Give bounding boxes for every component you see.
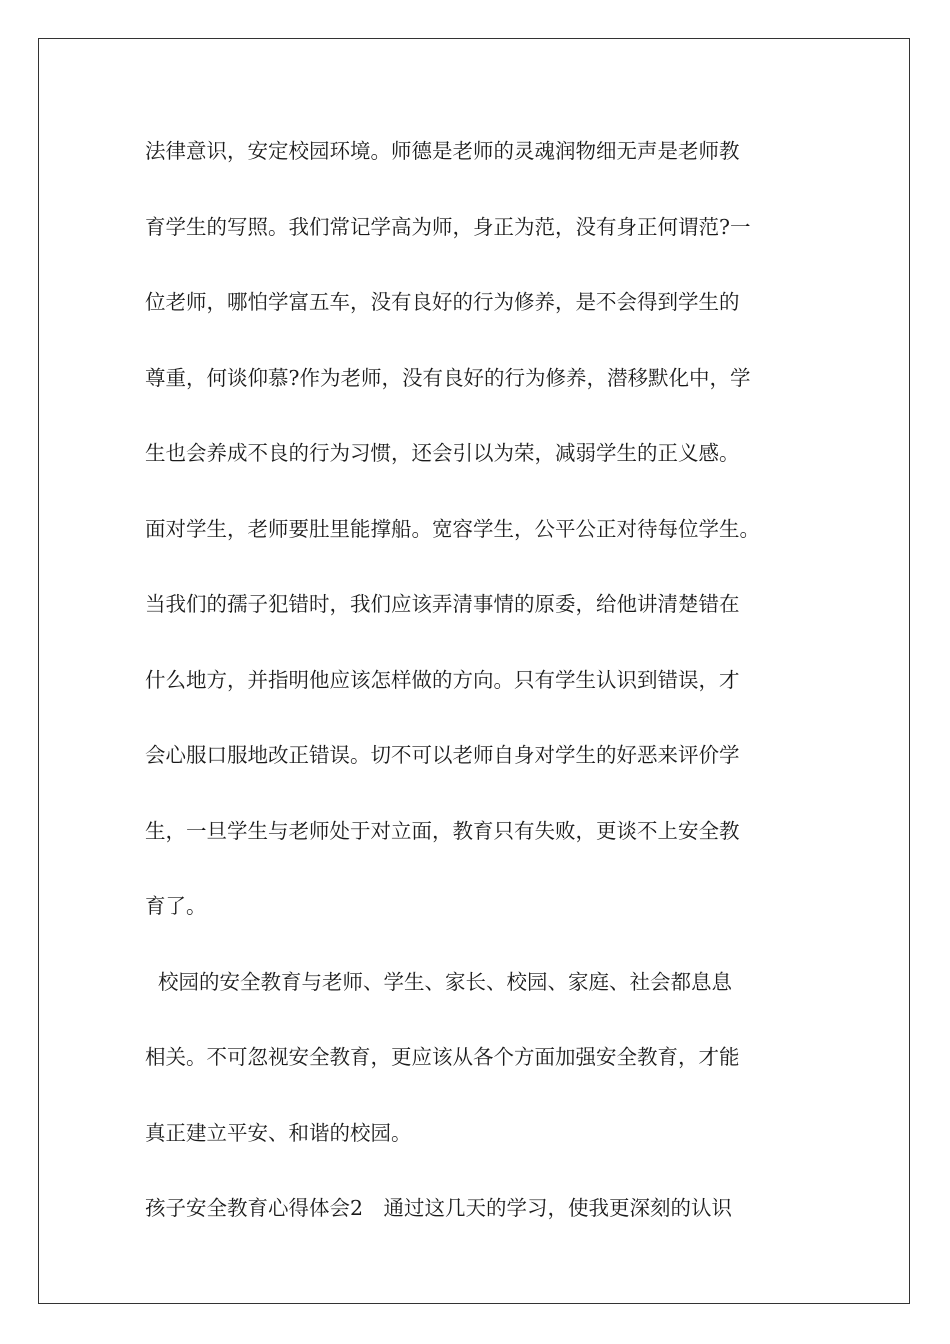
text-line: 孩子安全教育心得体会2 通过这几天的学习，使我更深刻的认识 <box>145 1196 733 1220</box>
document-body <box>145 131 815 1264</box>
text-line: 会心服口服地改正错误。切不可以老师自身对学生的好恶来评价学 <box>145 743 740 767</box>
text-line: 生，一旦学生与老师处于对立面，教育只有失败，更谈不上安全教 <box>145 818 740 843</box>
text-line: 位老师，哪怕学富五车，没有良好的行为修养，是不会得到学生的 <box>145 290 740 314</box>
text-line: 校园的安全教育与老师、学生、家长、校园、家庭、社会都息息 <box>145 969 733 994</box>
text-line: 法律意识，安定校园环境。师德是老师的灵魂润物细无声是老师教 <box>145 139 740 163</box>
text-line: 育学生的写照。我们常记学高为师，身正为范，没有身正何谓范?一 <box>145 214 751 239</box>
text-line: 面对学生，老师要肚里能撑船。宽容学生，公平公正对待每位学生。 <box>145 516 760 541</box>
text-line: 尊重，何谈仰慕?作为老师，没有良好的行为修养，潜移默化中，学 <box>145 365 751 390</box>
text-line: 相关。不可忽视安全教育，更应该从各个方面加强安全教育，才能 <box>145 1045 740 1069</box>
text-line: 什么地方，并指明他应该怎样做的方向。只有学生认识到错误，才 <box>145 667 740 692</box>
text-line: 育了。 <box>145 894 207 918</box>
text-line: 真正建立平安、和谐的校园。 <box>145 1120 412 1145</box>
text-line: 当我们的孺子犯错时，我们应该弄清事情的原委，给他讲清楚错在 <box>145 592 740 616</box>
text-line: 生也会养成不良的行为习惯，还会引以为荣，减弱学生的正义感。 <box>145 441 740 465</box>
